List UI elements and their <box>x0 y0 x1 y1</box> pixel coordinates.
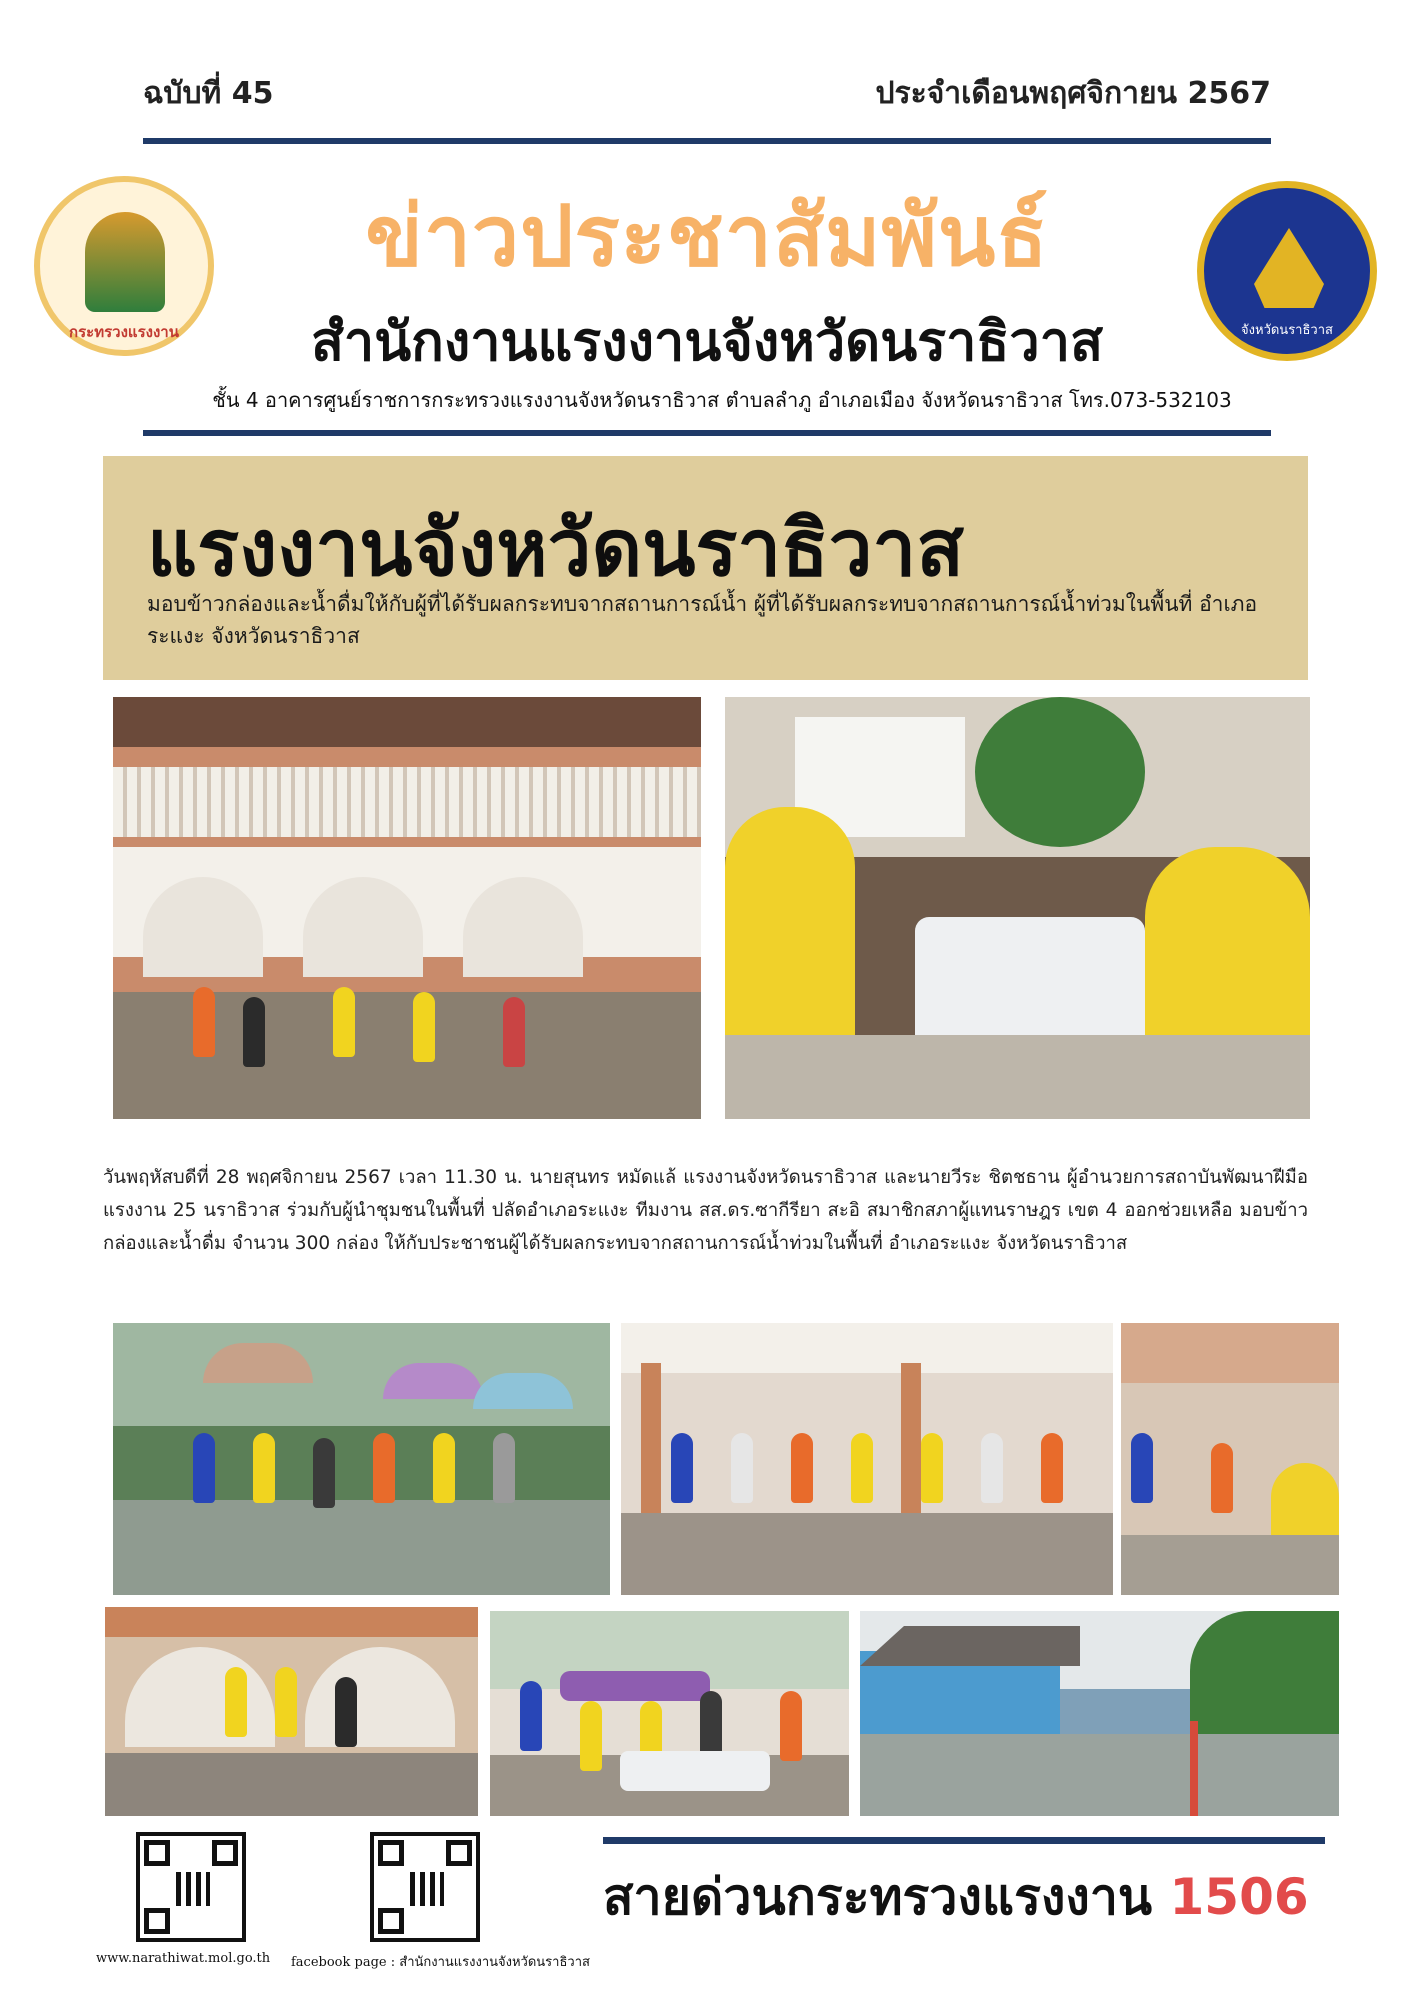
hotline-number: 1506 <box>1169 1868 1309 1926</box>
boat-sail-icon <box>1254 228 1324 308</box>
photo-shelter-group <box>621 1323 1113 1595</box>
website-qr-code[interactable] <box>136 1832 246 1942</box>
website-url: www.narathiwat.mol.go.th <box>96 1951 271 1966</box>
hotline-label: สายด่วนกระทรวงแรงงาน <box>603 1868 1153 1926</box>
deity-figure-icon <box>85 212 165 312</box>
photo-shelter-building <box>113 697 701 1119</box>
top-divider <box>143 138 1271 144</box>
headline-subtitle: มอบข้าวกล่องและน้ำดื่มให้กับผู้ที่ได้รับผลกระทบจากสถานการณ์น้ำ ผู้ที่ได้รับผลกระทบจากสถานการณ์น้ำท่วมในพื้นที่ อำเภอระแงะ จังหวัดนราธิวาส <box>147 592 1258 648</box>
issue-number: ฉบับที่ 45 <box>143 76 274 111</box>
photo-banner-group <box>490 1611 849 1816</box>
photo-distribution-water <box>1121 1323 1339 1595</box>
hotline <box>603 1858 1309 1937</box>
issue-month: ประจำเดือนพฤศจิกายน 2567 <box>875 76 1271 111</box>
press-release-title: ข่าวประชาสัมพันธ์ <box>365 187 1049 285</box>
headline-title: แรงงานจังหวัดนราธิวาส <box>147 504 964 594</box>
office-title: สำนักงานแรงงานจังหวัดนราธิวาส <box>310 310 1104 373</box>
facebook-qr-code[interactable] <box>370 1832 480 1942</box>
ministry-of-labour-logo <box>34 176 214 356</box>
photo-shelter-handover <box>105 1607 478 1816</box>
header-divider <box>143 430 1271 436</box>
photo-flooded-village <box>860 1611 1339 1816</box>
logo-left-text: กระทรวงแรงงาน <box>69 323 179 341</box>
photo-meal-boxes <box>725 697 1310 1119</box>
office-address: ชั้น 4 อาคารศูนย์ราชการกระทรวงแรงงานจังหวัดนราธิวาส ตำบลลำภู อำเภอเมือง จังหวัดนราธิวาส โทร.073-532103 <box>212 388 1232 412</box>
narathiwat-province-seal <box>1197 181 1377 361</box>
body-paragraph: วันพฤหัสบดีที่ 28 พฤศจิกายน 2567 เวลา 11.30 น. นายสุนทร หมัดแล้ แรงงานจังหวัดนราธิวาส และนายวีระ ชิตชธาน ผู้อำนวยการสถาบันพัฒนาฝีมือแรงงาน 25 นราธิวาส ร่วมกับผู้นำชุมชนในพื้นที่ ปลัดอำเภอระแงะ ทีมงาน สส.ดร.ซากีรียา สะอิ สมาชิกสภาผู้แทนราษฎร เขต 4 ออกช่วยเหลือ มอบข้าวกล่องและน้ำดื่ม จำนวน 300 กล่อง ให้กับประชาชนผู้ได้รับผลกระทบจากสถานการณ์น้ำท่วมในพื้นที่ อำเภอระแงะ จังหวัดนราธิวาส <box>103 1167 1308 1254</box>
photo-flood-street-group <box>113 1323 610 1595</box>
hotline-divider <box>603 1837 1325 1844</box>
facebook-page: facebook page : สำนักงานแรงงานจังหวัดนราธิวาส <box>291 1955 590 1970</box>
logo-right-text: จังหวัดนราธิวาส <box>1241 323 1333 338</box>
